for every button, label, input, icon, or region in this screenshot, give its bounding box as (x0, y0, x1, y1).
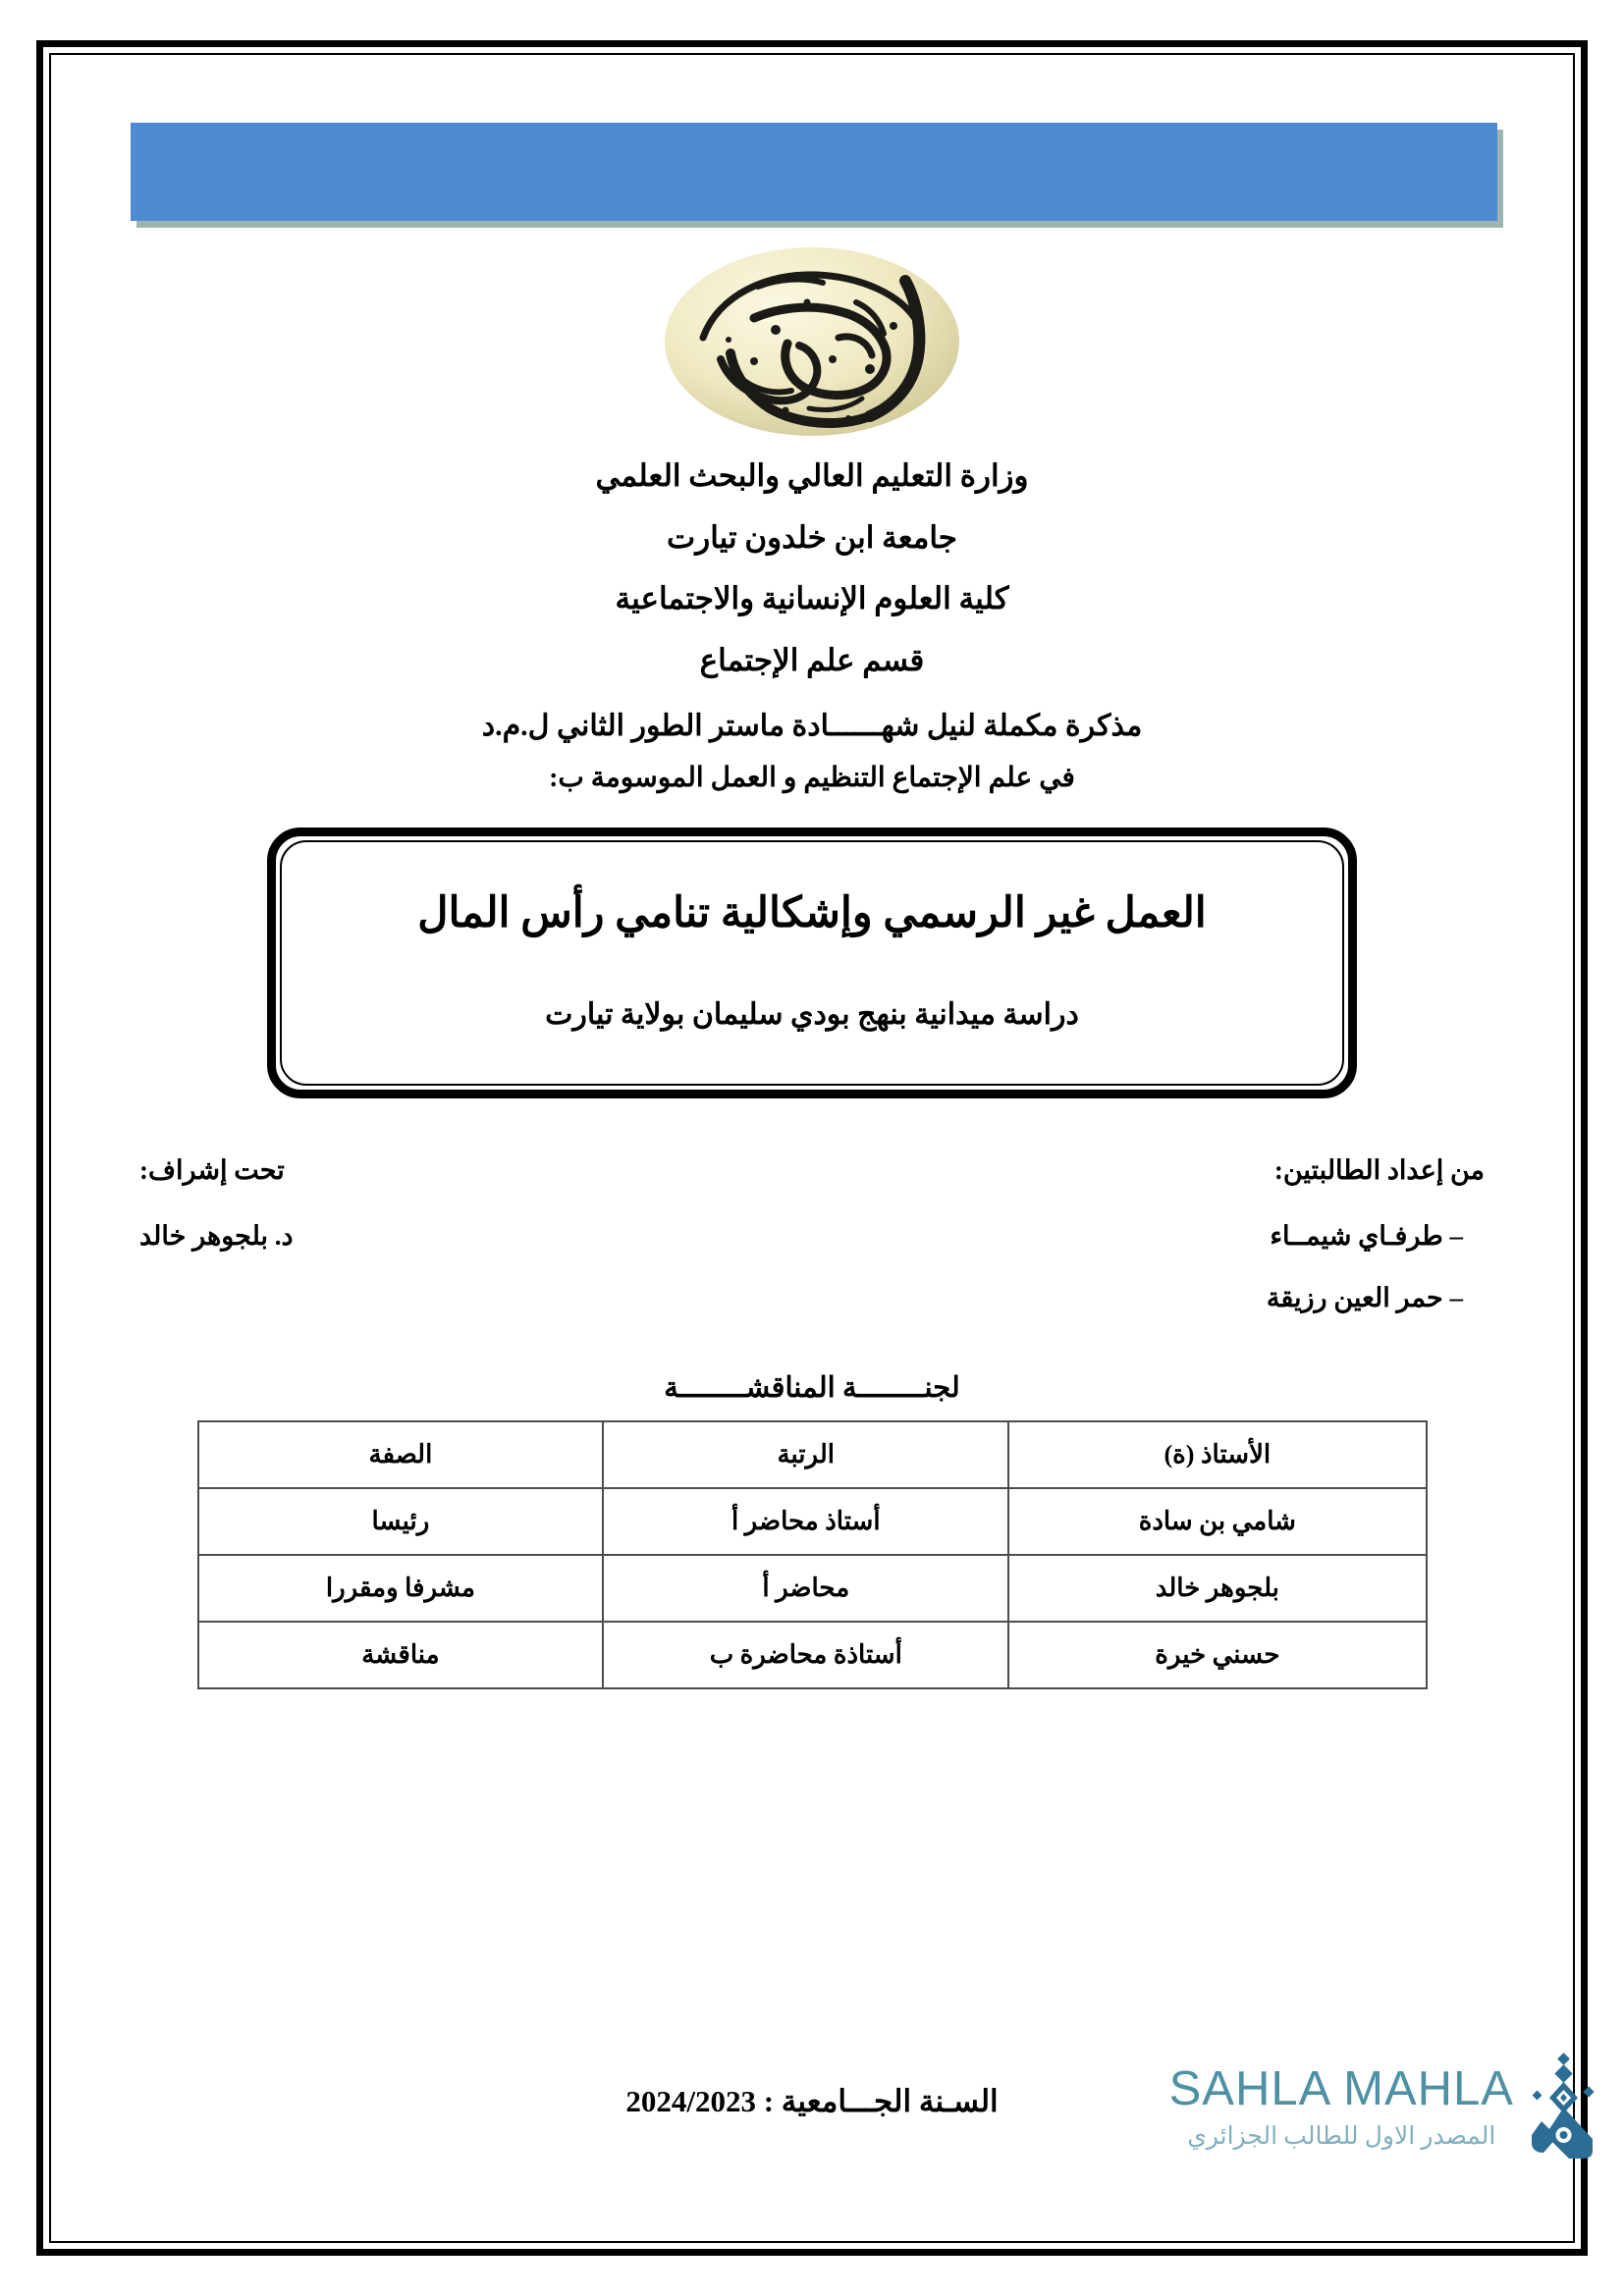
jury-table-header-row (198, 1421, 1427, 1488)
supervisor-name: د. بلجوهر خالد (139, 1220, 294, 1251)
student-name-2: – حمر العين رزيقة (1266, 1282, 1463, 1312)
jury-rank: أستاذة محاضرة ب (603, 1622, 1008, 1688)
watermark-tagline: المصدر الاول للطالب الجزائري (1187, 2122, 1496, 2150)
title-box (267, 828, 1357, 1098)
authors-supervisor-row (139, 1155, 1485, 1345)
jury-rank: أستاذ محاضر أ (603, 1488, 1008, 1555)
ministry-line: وزارة التعليم العالي والبحث العلمي (595, 458, 1029, 493)
header-banner (131, 123, 1497, 221)
watermark-brand-name: SAHLA MAHLA (1168, 2061, 1514, 2115)
title-box-inner-border (280, 840, 1344, 1086)
table-row (198, 1622, 1427, 1688)
jury-professor: حسني خيرة (1008, 1622, 1426, 1688)
cover-content (59, 236, 1565, 1689)
supervisor-column (139, 1155, 758, 1283)
university-emblem-icon (660, 243, 964, 440)
thesis-title: العمل غير الرسمي وإشكالية تنامي رأس المال (417, 889, 1207, 936)
table-row (198, 1488, 1427, 1555)
faculty-line: كلية العلوم الإنسانية والاجتماعية (615, 581, 1009, 616)
watermark-text (1168, 2061, 1514, 2151)
university-line: جامعة ابن خلدون تيارت (667, 519, 957, 555)
declaration-line-2: في علم الإجتماع التنظيم و العمل الموسومة ب: (549, 763, 1075, 794)
academic-year-value: 2024/2023 (625, 2084, 756, 2118)
jury-col-role: الصفة (198, 1421, 604, 1488)
watermark (1169, 2053, 1600, 2163)
academic-year-label: السـنة الجـــامعية : (755, 2084, 999, 2118)
students-column (866, 1155, 1485, 1345)
emblem-row (59, 236, 1565, 447)
jury-rank: محاضر أ (603, 1555, 1008, 1622)
jury-role: مناقشة (198, 1622, 604, 1688)
jury-col-professor: الأستاذ (ة) (1008, 1421, 1426, 1488)
jury-professor: بلجوهر خالد (1008, 1555, 1426, 1622)
page-footer (59, 2043, 1565, 2180)
jury-role: رئيسا (198, 1488, 604, 1555)
table-row (198, 1555, 1427, 1622)
student-name-1: – طرفـاي شيمــاء (1270, 1220, 1463, 1251)
jury-table (197, 1420, 1428, 1689)
amazigh-diamond-logo-icon (1524, 2053, 1600, 2163)
jury-title: لجنــــــــة المناقشــــــــة (664, 1371, 960, 1404)
declaration-line-1: مذكرة مكملة لنيل شهــــــادة ماستر الطور الثاني ل.م.د (481, 710, 1143, 743)
jury-professor: شامي بن سادة (1008, 1488, 1426, 1555)
jury-role: مشرفا ومقررا (198, 1555, 604, 1622)
title-box-outer-border (267, 828, 1357, 1098)
jury-col-rank: الرتبة (603, 1421, 1008, 1488)
thesis-subtitle: دراسة ميدانية بنهج بودي سليمان بولاية تيارت (545, 997, 1079, 1031)
header-banner-fill (131, 123, 1497, 221)
degree-declaration (59, 710, 1565, 794)
institution-headings (59, 460, 1565, 676)
students-heading: من إعداد الطالبتين: (1273, 1154, 1485, 1185)
department-line: قسم علم الإجتماع (699, 642, 925, 677)
supervisor-heading: تحت إشراف: (139, 1154, 285, 1185)
